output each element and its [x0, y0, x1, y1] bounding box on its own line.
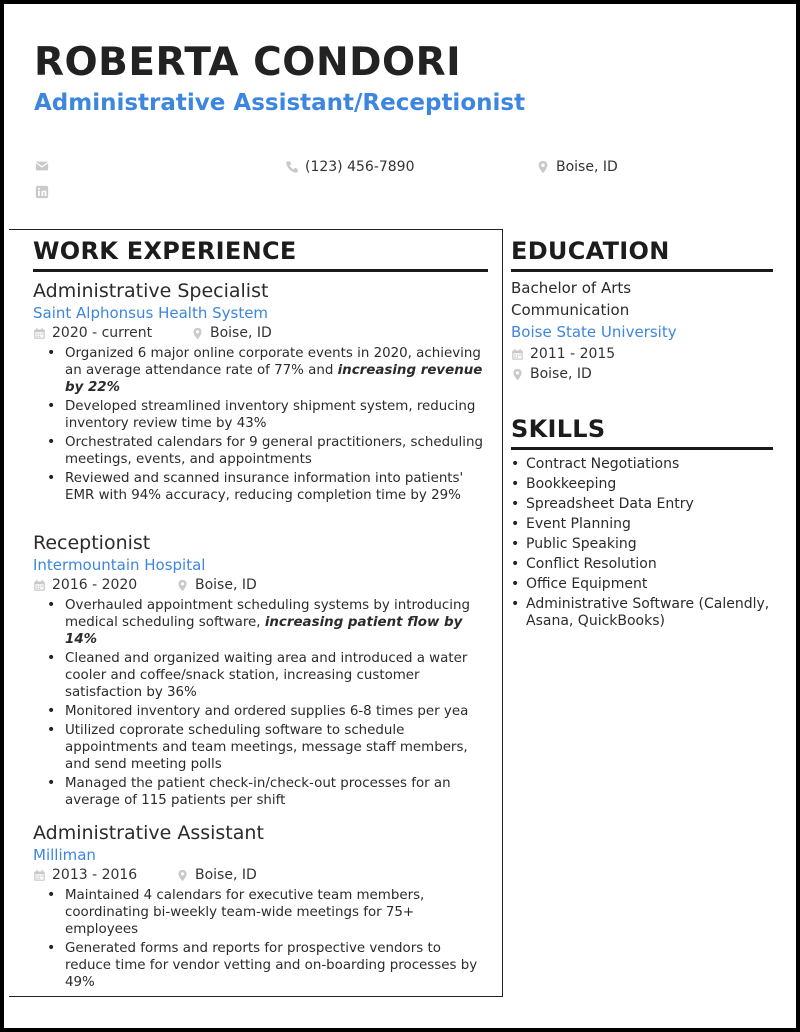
contact-linkedin[interactable]: [35, 185, 55, 199]
job-dates: 2013 - 2016: [52, 867, 138, 883]
job-bullets: [33, 887, 488, 991]
list-item: • Maintained 4 calendars for executive team members, coordinating bi-weekly team-wide meetings for 75+ employees: [33, 887, 488, 938]
job-location: Boise, ID: [195, 577, 257, 593]
job-entry: [33, 280, 488, 506]
map-pin-icon: [536, 160, 550, 174]
education-location: [511, 364, 773, 384]
field-of-study: Communication: [511, 301, 630, 319]
list-item: • Office Equipment: [511, 576, 773, 593]
list-item: • Public Speaking: [511, 536, 773, 553]
section-divider: [511, 447, 773, 450]
job-bullets: [33, 597, 488, 809]
phone-icon: [285, 160, 299, 174]
education-section: [511, 237, 773, 384]
contact-email[interactable]: [35, 159, 55, 173]
job-entry: [33, 822, 488, 993]
company-name: Milliman: [33, 846, 96, 864]
list-item: • Utilized coprorate scheduling software to schedule appointments and team meetings, message staff members, and send meeting polls: [33, 722, 488, 773]
list-item: • Event Planning: [511, 516, 773, 533]
education-dates: [511, 344, 773, 364]
job-title: Administrative Assistant: [33, 822, 264, 844]
skills-list: [511, 456, 773, 630]
map-pin-icon: [176, 869, 189, 882]
degree: Bachelor of Arts: [511, 279, 632, 297]
job-meta: [33, 323, 488, 343]
map-pin-icon: [176, 579, 189, 592]
job-meta: [33, 575, 488, 595]
school-name: Boise State University: [511, 323, 677, 341]
list-item: • Bookkeeping: [511, 476, 773, 493]
linkedin-icon: [35, 185, 49, 199]
job-entry: [33, 532, 488, 811]
skills-heading: SKILLS: [511, 415, 606, 443]
work-experience-heading: WORK EXPERIENCE: [33, 237, 297, 265]
education-heading: EDUCATION: [511, 237, 670, 265]
envelope-icon: [35, 159, 49, 173]
calendar-icon: [511, 348, 524, 361]
list-item: • Developed streamlined inventory shipment system, reducing inventory review time by 43%: [33, 398, 488, 432]
candidate-name: ROBERTA CONDORI: [34, 40, 462, 85]
phone-number: (123) 456-7890: [305, 159, 415, 175]
work-experience-header: [33, 237, 488, 272]
job-dates: 2016 - 2020: [52, 577, 138, 593]
location-text: Boise, ID: [556, 159, 618, 175]
skills-section: [511, 415, 773, 633]
list-item: • Generated forms and reports for prospective vendors to reduce time for vendor vetting and on-boarding processes by 49%: [33, 940, 488, 991]
list-item: • Conflict Resolution: [511, 556, 773, 573]
job-meta: [33, 865, 488, 885]
company-name: Saint Alphonsus Health System: [33, 304, 269, 322]
list-item: • Overhauled appointment scheduling systems by introducing medical scheduling software, increasing patient flow by 14%: [33, 597, 488, 648]
list-item: • Organized 6 major online corporate events in 2020, achieving an average attendance rate of 77% and increasing revenue by 22%: [33, 345, 488, 396]
calendar-icon: [33, 327, 46, 340]
section-divider: [33, 269, 488, 272]
job-location: Boise, ID: [195, 867, 257, 883]
education-location-text: Boise, ID: [530, 366, 592, 382]
list-item: • Monitored inventory and ordered supplies 6-8 times per yea: [33, 703, 488, 720]
list-item: • Reviewed and scanned insurance information into patients' EMR with 94% accuracy, reducing completion time by 29%: [33, 470, 488, 504]
job-bullets: [33, 345, 488, 504]
map-pin-icon: [511, 368, 524, 381]
candidate-title: Administrative Assistant/Receptionist: [34, 90, 526, 116]
contact-phone[interactable]: [285, 159, 415, 175]
list-item: • Cleaned and organized waiting area and introduced a water cooler and coffee/snack station, increasing customer satisfaction by 36%: [33, 650, 488, 701]
list-item: • Managed the patient check-in/check-out processes for an average of 115 patients per shift: [33, 775, 488, 809]
list-item: • Spreadsheet Data Entry: [511, 496, 773, 513]
job-location: Boise, ID: [210, 325, 272, 341]
company-name: Intermountain Hospital: [33, 556, 206, 574]
calendar-icon: [33, 869, 46, 882]
education-date-range: 2011 - 2015: [530, 346, 616, 362]
list-item: • Orchestrated calendars for 9 general practitioners, scheduling meetings, events, and appointments: [33, 434, 488, 468]
job-title: Administrative Specialist: [33, 280, 269, 302]
list-item: • Contract Negotiations: [511, 456, 773, 473]
contact-location: [536, 159, 618, 175]
job-title: Receptionist: [33, 532, 151, 554]
job-dates: 2020 - current: [52, 325, 153, 341]
list-item: • Administrative Software (Calendly, Asana, QuickBooks): [511, 596, 773, 630]
map-pin-icon: [191, 327, 204, 340]
calendar-icon: [33, 579, 46, 592]
section-divider: [511, 269, 773, 272]
